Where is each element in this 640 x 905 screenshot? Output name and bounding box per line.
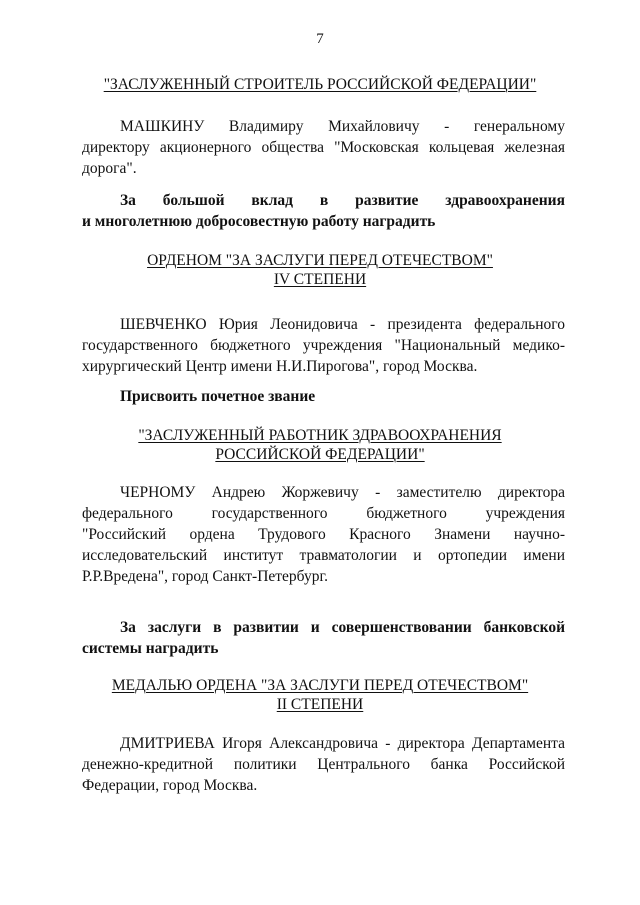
award-title-line: РОССИЙСКОЙ ФЕДЕРАЦИИ"	[215, 446, 425, 463]
nominee-line: хирургический Центр имени Н.И.Пирогова", город Москва.	[82, 358, 478, 375]
nominee-line: исследовательский институт травматологии и ортопедии имени	[82, 547, 565, 564]
award-title-line: II СТЕПЕНИ	[276, 696, 364, 713]
award-title-line: IV СТЕПЕНИ	[273, 271, 367, 288]
nominee-cherny	[82, 482, 565, 587]
award-title-line: "ЗАСЛУЖЕННЫЙ СТРОИТЕЛЬ РОССИЙСКОЙ ФЕДЕРАЦИИ"	[103, 76, 537, 93]
nominee-line: федерального государственного бюджетного учреждения	[82, 505, 565, 522]
decree-health-contribution	[82, 190, 565, 232]
award-title-line: МЕДАЛЬЮ ОРДЕНА "ЗА ЗАСЛУГИ ПЕРЕД ОТЕЧЕСТВОМ"	[111, 677, 529, 694]
decree-line: За заслуги в развитии и совершенствовании банковской	[120, 619, 565, 636]
nominee-line: Федерации, город Москва.	[82, 777, 258, 794]
decree-honorary-title	[82, 386, 565, 407]
nominee-shevchenko	[82, 314, 565, 377]
nominee-dmitriev	[82, 733, 565, 796]
page-number: 7	[316, 31, 324, 47]
nominee-mashkin	[82, 116, 565, 179]
nominee-line: денежно-кредитной политики Центрального банка Российской	[82, 756, 565, 773]
decree-line: За большой вклад в развитие здравоохранения	[120, 192, 565, 209]
nominee-line: Р.Р.Вредена", город Санкт-Петербург.	[82, 568, 328, 585]
decree-line: Присвоить почетное звание	[120, 388, 316, 405]
decree-line: системы наградить	[82, 640, 219, 657]
decree-banking-system	[82, 617, 565, 659]
nominee-line: ШЕВЧЕНКО Юрия Леонидовича - президента федерального	[120, 316, 565, 333]
nominee-line: директору акционерного общества "Московская кольцевая железная	[82, 139, 565, 156]
award-honored-health-worker	[0, 426, 640, 464]
decree-line: и многолетнюю добросовестную работу наградить	[82, 213, 436, 230]
nominee-line: ДМИТРИЕВА Игоря Александровича - директора Департамента	[120, 735, 565, 752]
nominee-line: МАШКИНУ Владимиру Михайловичу - генеральному	[120, 118, 565, 135]
award-title-honored-builder	[0, 75, 640, 94]
award-title-line: ОРДЕНОМ "ЗА ЗАСЛУГИ ПЕРЕД ОТЕЧЕСТВОМ"	[147, 252, 493, 269]
award-title-line: "ЗАСЛУЖЕННЫЙ РАБОТНИК ЗДРАВООХРАНЕНИЯ	[138, 427, 502, 444]
nominee-line: государственного бюджетного учреждения "Национальный медико-	[82, 337, 565, 354]
nominee-line: ЧЕРНОМУ Андрею Жоржевичу - заместителю директора	[120, 484, 565, 501]
nominee-line: дорога".	[82, 160, 137, 177]
nominee-line: "Российский ордена Трудового Красного Знамени научно-	[82, 526, 565, 543]
award-medal-order-merit-ii	[0, 676, 640, 714]
award-order-merit-iv	[0, 251, 640, 289]
